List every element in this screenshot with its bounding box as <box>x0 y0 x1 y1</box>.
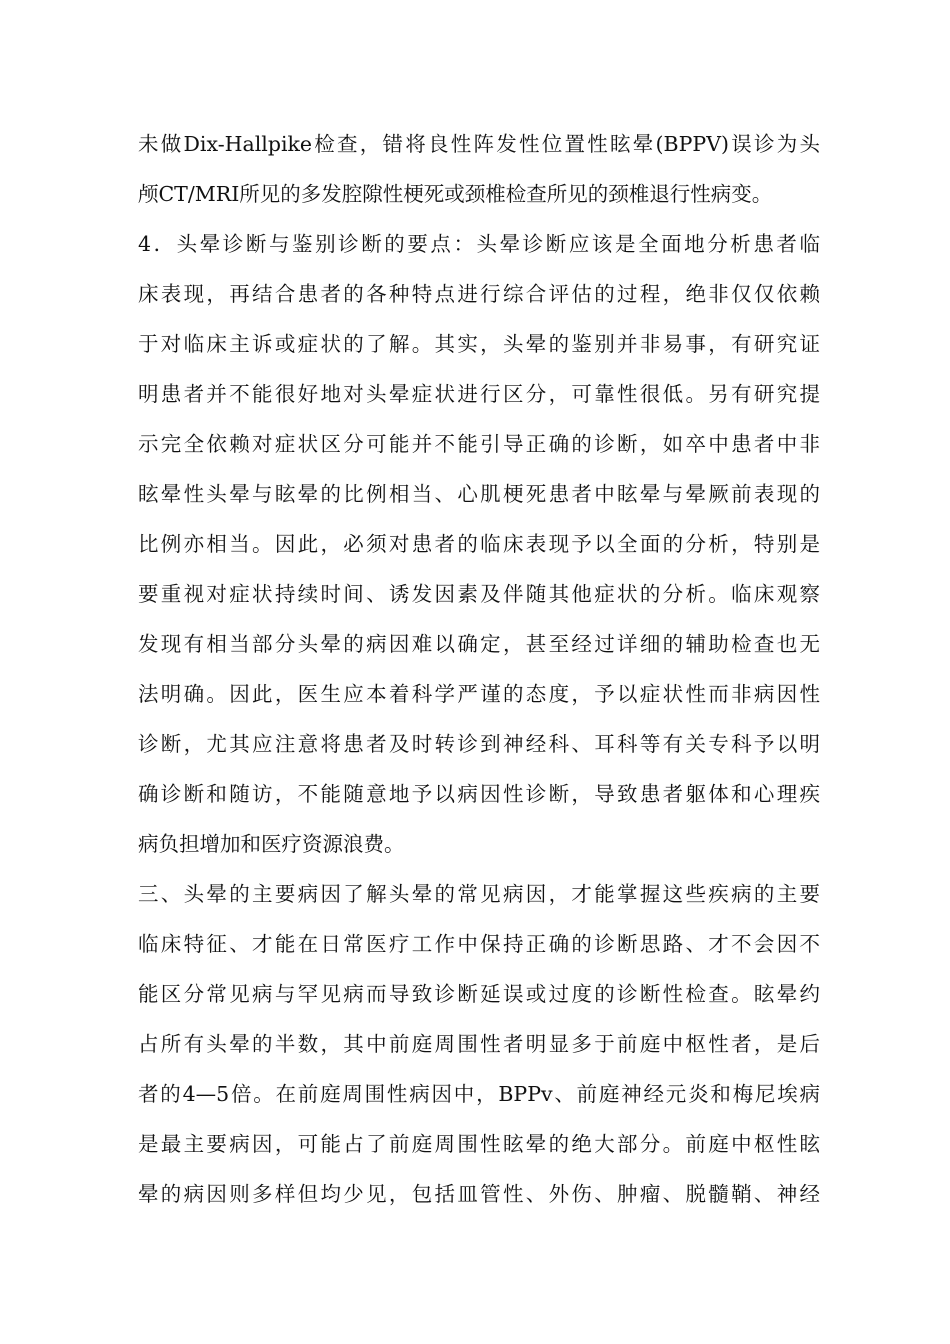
text-line: 病负担增加和医疗资源浪费。 <box>138 832 405 856</box>
text-line: 占所有头晕的半数，其中前庭周围性者明显多于前庭中枢性者，是后 <box>138 1032 820 1056</box>
text-line: 床表现，再结合患者的各种特点进行综合评估的过程，绝非仅仅依赖 <box>138 282 820 306</box>
body-text <box>138 124 820 1224</box>
text-line: 于对临床主诉或症状的了解。其实，头晕的鉴别并非易事，有研究证 <box>138 332 820 356</box>
text-line: 颅CT/MRI所见的多发腔隙性梗死或颈椎检查所见的颈椎退行性病变。 <box>138 182 773 206</box>
text-line: 是最主要病因，可能占了前庭周围性眩晕的绝大部分。前庭中枢性眩 <box>138 1132 820 1156</box>
text-line: 4．头晕诊断与鉴别诊断的要点：头晕诊断应该是全面地分析患者临 <box>138 232 820 256</box>
text-line: 确诊断和随访，不能随意地予以病因性诊断，导致患者躯体和心理疾 <box>138 782 820 806</box>
text-line: 示完全依赖对症状区分可能并不能引导正确的诊断，如卒中患者中非 <box>138 432 820 456</box>
text-line: 晕的病因则多样但均少见，包括皿管性、外伤、肿瘤、脱髓鞘、神经 <box>138 1182 820 1206</box>
text-line: 发现有相当部分头晕的病因难以确定，甚至经过详细的辅助检查也无 <box>138 632 820 656</box>
text-line: 三、头晕的主要病因了解头晕的常见病因，才能掌握这些疾病的主要 <box>138 882 820 906</box>
text-line: 诊断，尤其应注意将患者及时转诊到神经科、耳科等有关专科予以明 <box>138 732 820 756</box>
text-line: 明患者并不能很好地对头晕症状进行区分，可靠性很低。另有研究提 <box>138 382 820 406</box>
text-line: 法明确。因此，医生应本着科学严谨的态度，予以症状性而非病因性 <box>138 682 820 706</box>
text-line: 比例亦相当。因此，必须对患者的临床表现予以全面的分析，特别是 <box>138 532 820 556</box>
text-line: 要重视对症状持续时间、诱发因素及伴随其他症状的分析。临床观察 <box>138 582 820 606</box>
text-line: 未做Dix-Hallpike检查，错将良性阵发性位置性眩晕(BPPV)误诊为头 <box>138 132 820 156</box>
text-line: 能区分常见病与罕见病而导致诊断延误或过度的诊断性检查。眩晕约 <box>138 982 820 1006</box>
text-line: 者的4—5倍。在前庭周围性病因中，BPPv、前庭神经元炎和梅尼埃病 <box>138 1082 820 1106</box>
text-line: 眩晕性头晕与眩晕的比例相当、心肌梗死患者中眩晕与晕厥前表现的 <box>138 482 820 506</box>
text-line: 临床特征、才能在日常医疗工作中保持正确的诊断思路、才不会因不 <box>138 932 820 956</box>
